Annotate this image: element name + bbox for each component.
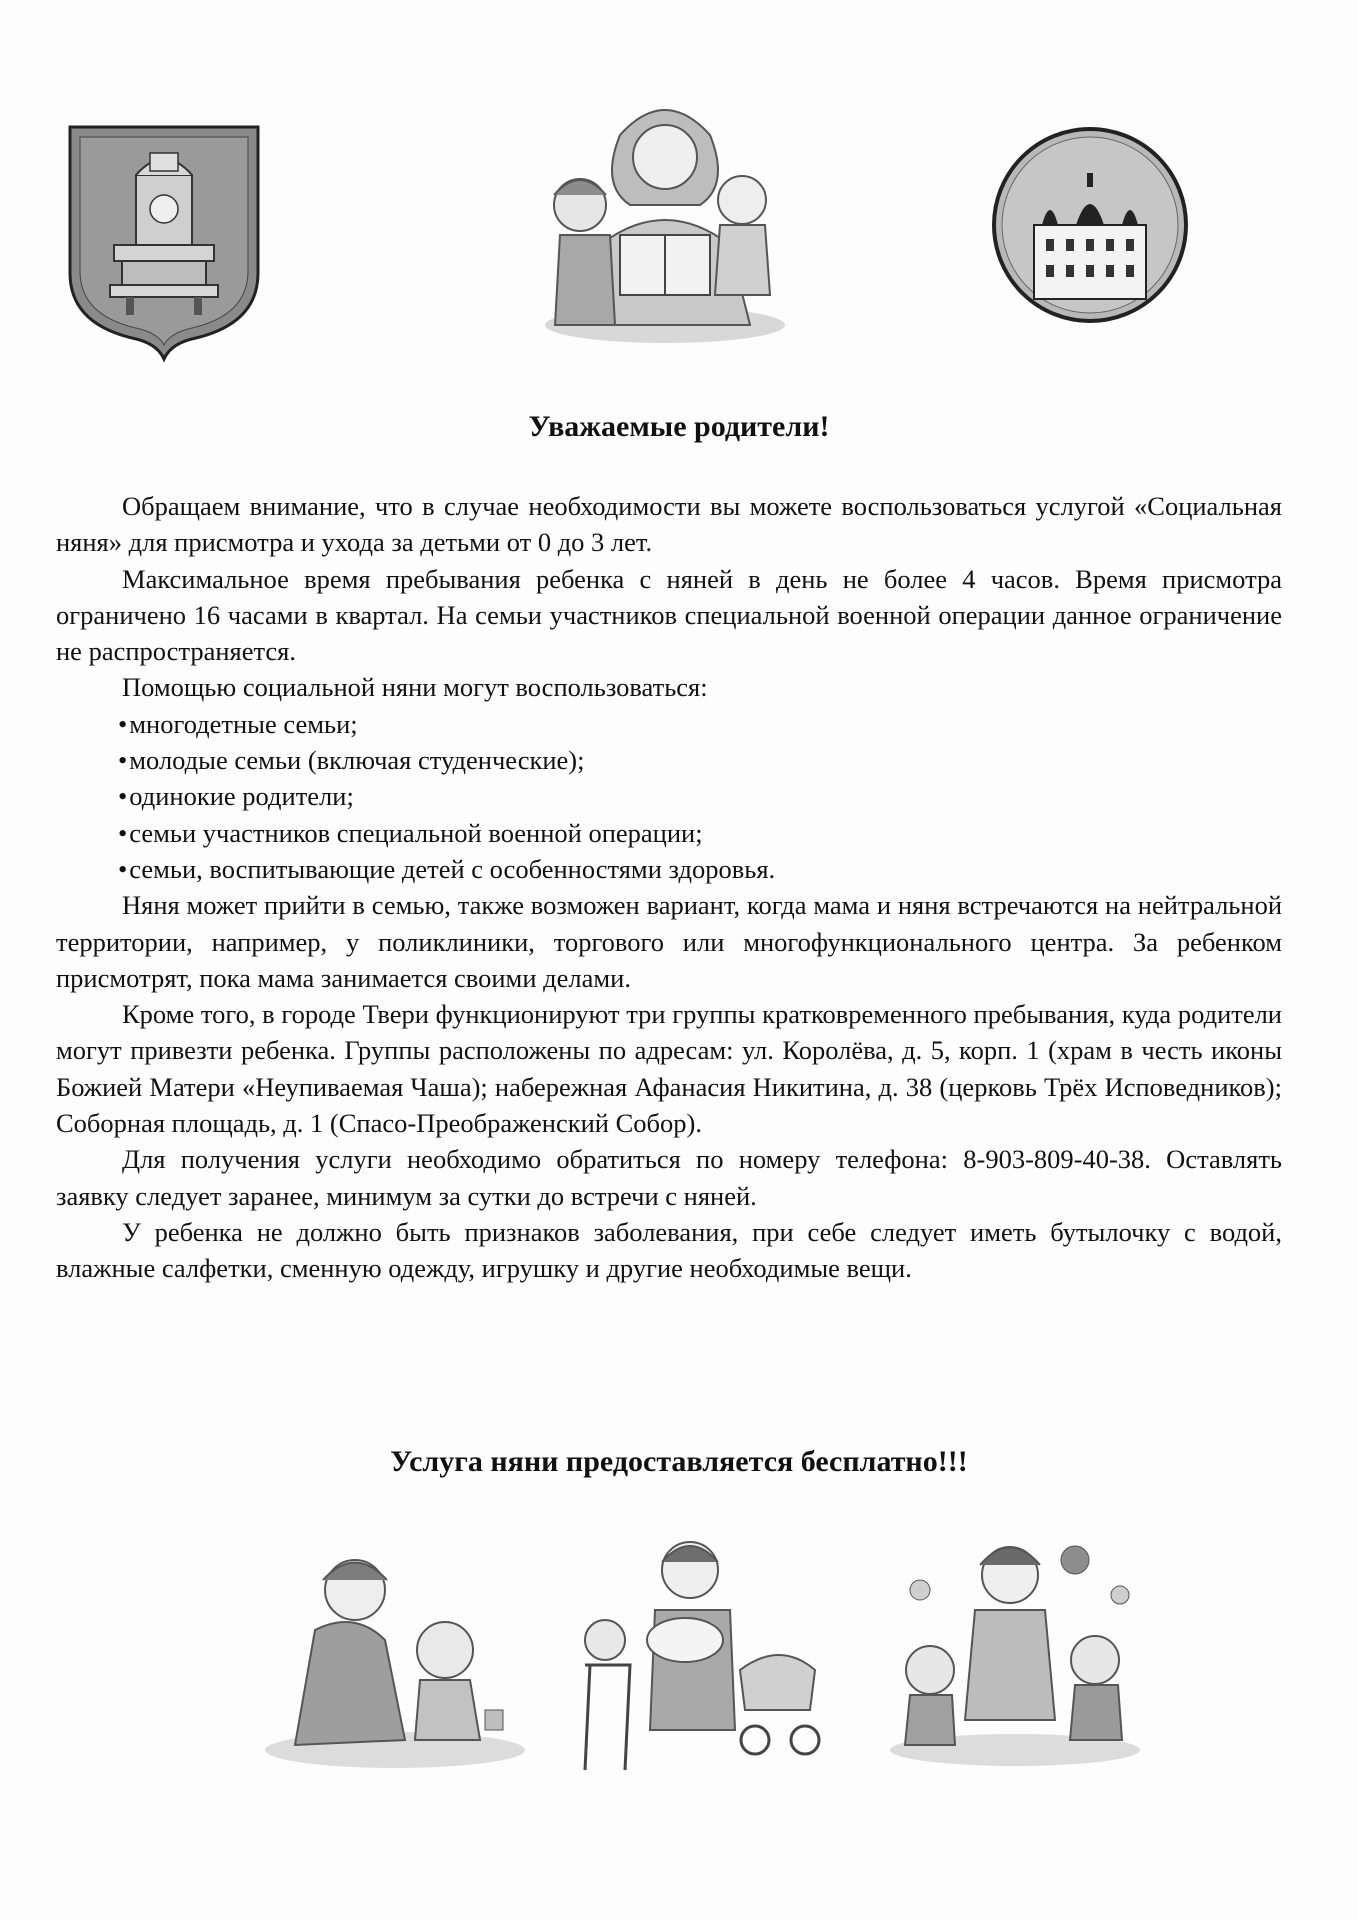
nanny-playing-image (255, 1540, 535, 1770)
paragraph-5: Кроме того, в городе Твери функционируют три группы кратковременного пребывания, куда родители могут привезти ребенка. Группы расположены по адресам: ул. Королёва, д. 5, корп. 1 (храм в честь иконы Божией Матери «Неупиваемая Чаша); набережная Афанасия Никитина, д. 38 (церковь Трёх Исповедников); Соборная площадь, д. 1 (Спасо-Преображенский Собор). (56, 999, 1282, 1139)
cathedral-emblem-image (990, 125, 1190, 325)
list-item: • многодетные семьи; (118, 706, 1282, 742)
paragraph-6: Для получения услуги необходимо обратиться по номеру телефона: 8-903-809-40-38. Оставлять заявку следует заранее, минимум за сутки до встречи с няней. (56, 1144, 1282, 1211)
paragraph-2: Максимальное время пребывания ребенка с няней в день не более 4 часов. Время присмотра ограничено 16 часами в квартал. На семьи участников специальной военной операции данное ограничение не распространяется. (56, 563, 1282, 667)
body-text (56, 488, 1282, 1287)
paragraph-3: Помощью социальной няни могут воспользоваться: (122, 672, 708, 703)
list-item: • семьи, воспитывающие детей с особенностями здоровья. (118, 851, 1282, 887)
eligibility-list (56, 706, 1282, 887)
nanny-reading-image (520, 95, 810, 345)
list-item: • молодые семьи (включая студенческие); (118, 742, 1282, 778)
footer-images (0, 1510, 1358, 1810)
nanny-stroller-image (570, 1530, 830, 1780)
closing-statement: Услуга няни предоставляется бесплатно!!! (390, 1445, 968, 1478)
page-title: Уважаемые родители! (528, 410, 830, 443)
coat-of-arms-image (66, 123, 262, 363)
list-item: • семьи участников специальной военной операции; (118, 815, 1282, 851)
list-item: • одинокие родители; (118, 778, 1282, 814)
paragraph-4: Няня может прийти в семью, также возможен вариант, когда мама и няня встречаются на нейтральной территории, например, у поликлиники, торгового или многофункционального центра. За ребенком присмотрят, пока мама занимается своими делами. (56, 890, 1282, 993)
paragraph-1: Обращаем внимание, что в случае необходимости вы можете воспользоваться услугой «Социальная няня» для присмотра и ухода за детьми от 0 до 3 лет. (56, 491, 1282, 558)
nanny-children-toys-image (880, 1520, 1150, 1770)
header-images (0, 95, 1358, 375)
paragraph-7: У ребенка не должно быть признаков заболевания, при себе следует иметь бутылочку с водой, влажные салфетки, сменную одежду, игрушку и другие необходимые вещи. (56, 1216, 1282, 1284)
